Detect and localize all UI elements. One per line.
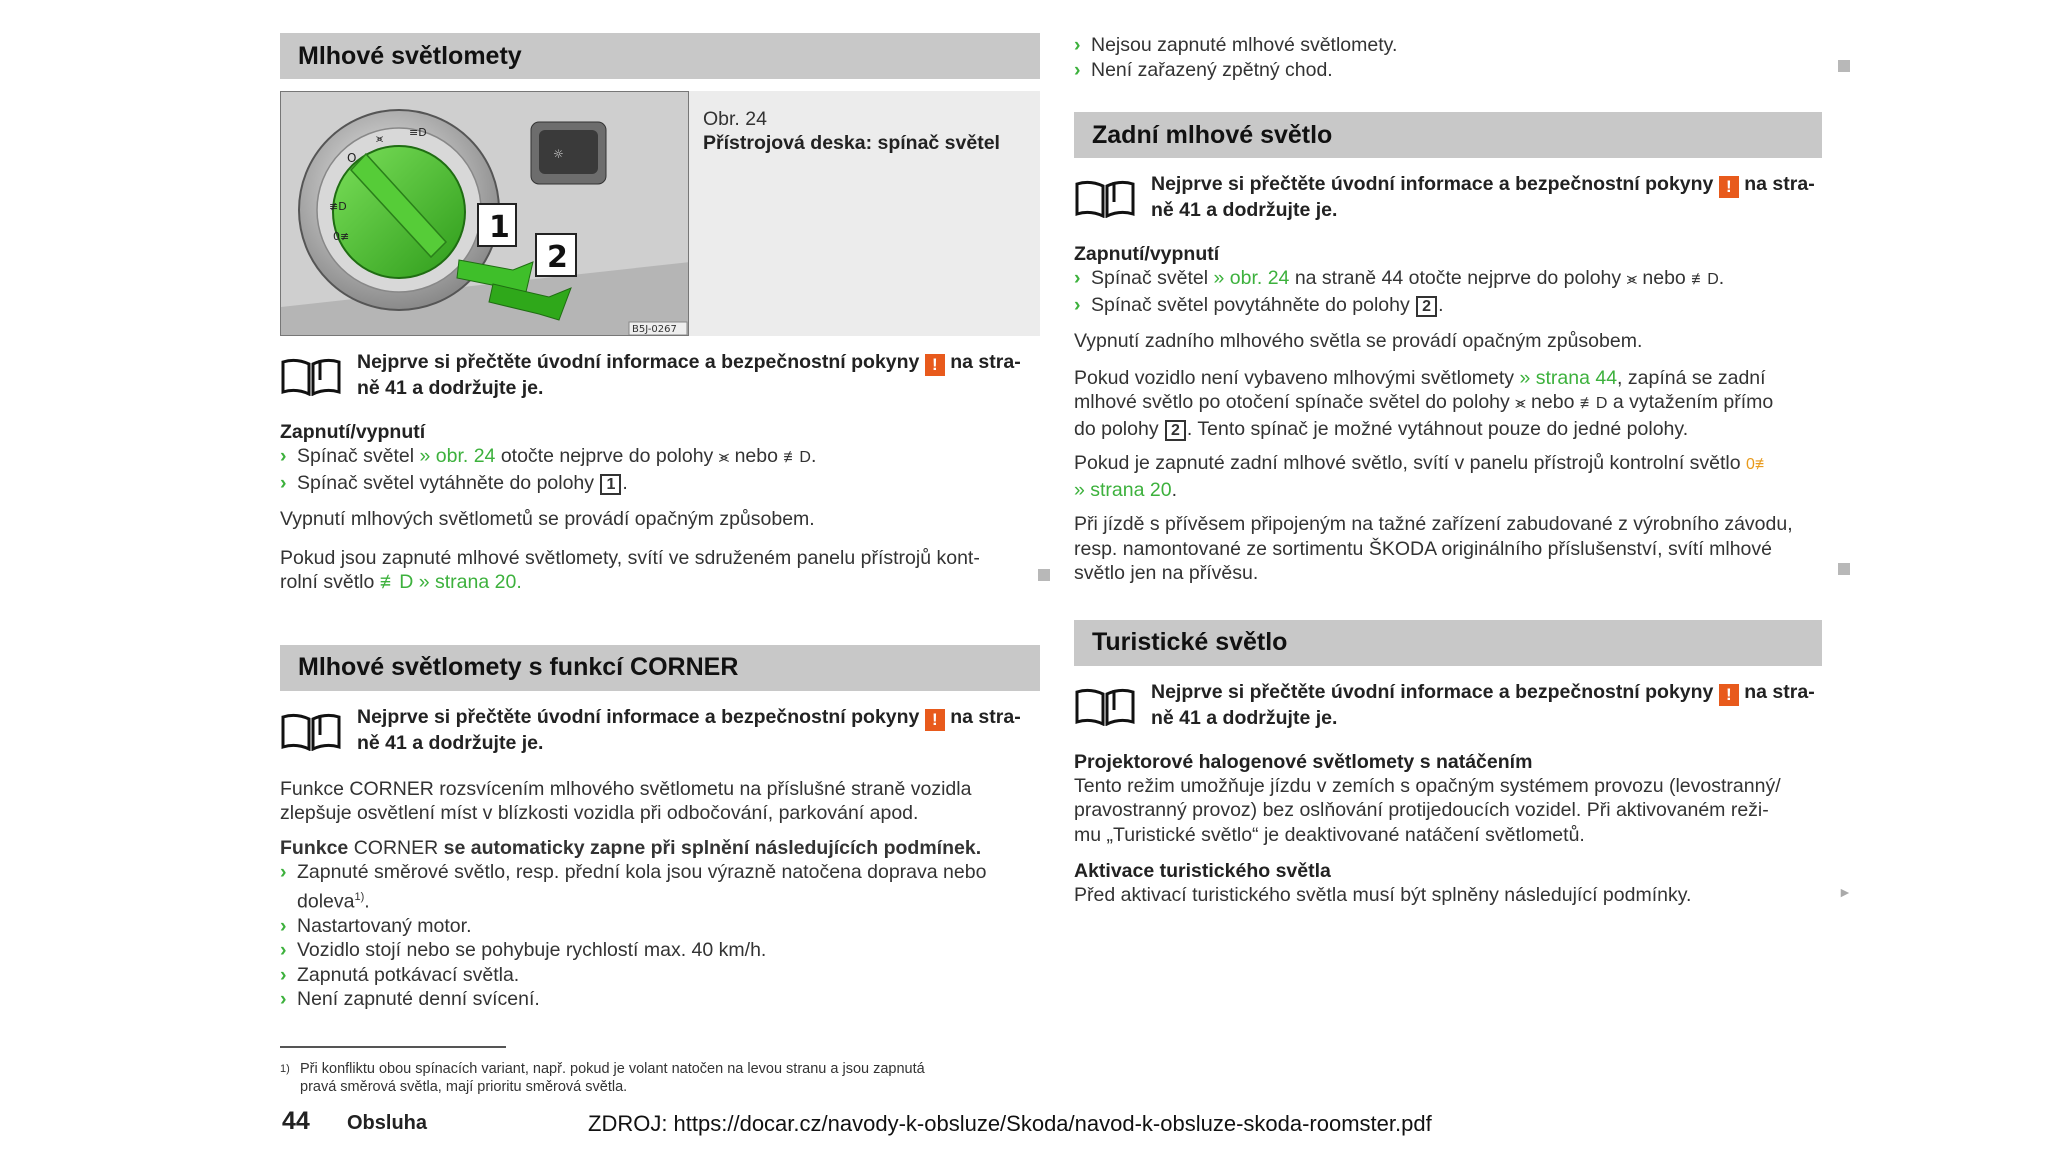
list-item — [280, 914, 1040, 939]
fog-light-symbol-icon: ⪤ — [1626, 271, 1637, 288]
text: Nejsou zapnuté mlhové světlomety. — [1091, 34, 1398, 56]
text: nebo — [734, 445, 778, 467]
text: pravá směrová světla, mají prioritu směrová světla. — [300, 1079, 628, 1095]
warning-icon: ! — [1719, 176, 1739, 198]
svg-text:⪤: ⪤ — [376, 132, 384, 145]
text: Zapnutá potkávací světla. — [297, 963, 520, 986]
link-figure-24[interactable]: » obr. 24 — [419, 445, 496, 467]
text: . — [1718, 267, 1725, 289]
text: Není zapnuté denní svícení. — [297, 988, 540, 1010]
safety-note — [280, 350, 1040, 400]
svg-text:0≢: 0≢ — [333, 230, 350, 243]
safety-note — [1074, 680, 1822, 730]
note-text-line2: ně 41 a dodržujte je. — [1151, 199, 1338, 221]
safety-note — [1074, 172, 1822, 222]
figure-title: Přístrojová deska: spínač světel — [703, 132, 1000, 154]
note-text-cont: na stra- — [950, 351, 1021, 373]
footnote — [280, 1060, 1040, 1097]
footnote-divider — [280, 1046, 506, 1048]
book-icon — [1074, 178, 1136, 218]
text: Pokud vozidlo není vybaveno mlhovými světlomety — [1074, 366, 1515, 389]
text: a vytažením přímo — [1612, 391, 1774, 413]
chevron-icon: › — [1074, 58, 1081, 81]
svg-text:≢D: ≢D — [329, 200, 347, 213]
section-end-marker — [1838, 60, 1850, 72]
footnote-mark: 1) — [280, 1062, 290, 1075]
text: rolní světlo — [280, 571, 375, 593]
text: nebo — [1531, 391, 1575, 413]
low-beam-fog-symbol-icon: ≢D — [1691, 271, 1719, 288]
link-page-44[interactable]: » strana 44 — [1519, 366, 1618, 389]
left-column — [280, 33, 1040, 1097]
text: . — [516, 571, 522, 593]
fig-label-1: 1 — [489, 210, 510, 245]
note-text-cont: na stra- — [1744, 173, 1815, 195]
text: Funkce CORNER rozsvícením mlhového světlometu na příslušné straně vozidla — [280, 777, 972, 800]
text: Při jízdě s přívěsem připojeným na tažné zařízení zabudované z výrobního závodu, — [1074, 513, 1793, 535]
list-item — [280, 471, 1040, 496]
paragraph: Vypnutí zadního mlhového světla se provádí opačným způsobem. — [1074, 330, 1643, 352]
chevron-icon: › — [1074, 267, 1081, 289]
text: světlo jen na přívěsu. — [1074, 562, 1259, 584]
light-switch-drawing — [281, 92, 689, 336]
note-text-line2: ně 41 a dodržujte je. — [1151, 706, 1338, 729]
section-heading-fog-lights: Mlhové světlomety — [280, 33, 1040, 79]
text: . — [1438, 293, 1444, 316]
list-item — [280, 860, 1040, 914]
chevron-icon: › — [280, 914, 287, 937]
chevron-icon: › — [280, 939, 287, 961]
text: Pokud jsou zapnuté mlhové světlomety, svítí ve sdruženém panelu přístrojů kont- — [280, 546, 980, 569]
safety-note — [280, 705, 1040, 755]
section-end-marker — [1038, 569, 1050, 581]
chevron-icon: › — [280, 861, 287, 883]
subheading: Zapnutí/vypnutí — [280, 421, 426, 443]
text: . — [622, 471, 628, 494]
text: otočte nejprve do polohy — [500, 445, 714, 467]
book-icon — [280, 711, 342, 751]
text: nebo — [1642, 267, 1686, 289]
text: Nastartovaný motor. — [297, 914, 472, 937]
chevron-icon: › — [280, 963, 287, 986]
list-item — [1074, 293, 1822, 318]
text: mu „Turistické světlo“ je deaktivované natáčení světlometů. — [1074, 823, 1585, 846]
text: Pokud je zapnuté zadní mlhové světlo, svítí v panelu přístrojů kontrolní světlo — [1074, 452, 1741, 474]
text: pravostranný provoz) bez oslňování protijedoucích vozidel. Při aktivovaném reži- — [1074, 799, 1769, 821]
list-item — [1074, 58, 1822, 83]
text: . — [364, 890, 370, 912]
fog-light-symbol-icon: ⪤ — [718, 449, 730, 466]
text: se automaticky zapne při splnění následujících podmínek. — [443, 836, 982, 859]
svg-text:☼: ☼ — [553, 147, 564, 161]
rear-fog-indicator-icon: 0≢ — [1746, 456, 1771, 473]
figure-24 — [280, 91, 1040, 336]
position-box: 2 — [1416, 296, 1437, 317]
text: Spínač světel — [1091, 267, 1209, 289]
text: Není zařazený zpětný chod. — [1091, 58, 1333, 81]
page-number: 44 — [282, 1107, 310, 1135]
paragraph — [280, 777, 1040, 826]
chevron-icon: › — [1074, 293, 1081, 316]
warning-icon: ! — [1719, 684, 1739, 706]
text: na straně 44 otočte nejprve do polohy — [1294, 267, 1622, 289]
text: mlhové světlo po otočení spínače světel do polohy — [1074, 391, 1510, 413]
text: , zapíná se zadní — [1617, 366, 1766, 389]
position-box: 2 — [1165, 420, 1186, 441]
link-figure-24[interactable]: » obr. 24 — [1213, 267, 1290, 289]
note-text-cont: na stra- — [950, 705, 1021, 728]
list-item — [280, 963, 1040, 988]
svg-text:O: O — [347, 151, 357, 165]
text: zlepšuje osvětlení míst v blízkosti vozidla při odbočování, parkování apod. — [280, 802, 919, 824]
text: CORNER — [353, 836, 439, 859]
light-switch-illustration — [280, 91, 689, 336]
book-icon — [280, 356, 342, 396]
note-text: Nejprve si přečtěte úvodní informace a bezpečnostní pokyny — [357, 351, 920, 373]
warning-icon: ! — [925, 354, 945, 376]
link-page-20[interactable]: » strana 20 — [1074, 478, 1172, 501]
list-item — [280, 987, 1040, 1012]
paragraph — [280, 546, 1040, 595]
list-item — [280, 444, 1040, 471]
list-item — [1074, 33, 1822, 58]
paragraph: Před aktivací turistického světla musí být splněny následující podmínky. — [1074, 884, 1692, 906]
note-text: Nejprve si přečtěte úvodní informace a bezpečnostní pokyny — [1151, 173, 1714, 195]
note-text-line2: ně 41 a dodržujte je. — [357, 377, 544, 399]
text: Spínač světel povytáhněte do polohy — [1091, 293, 1410, 316]
fog-indicator-icon: ≢D — [379, 571, 414, 593]
section-heading-corner: Mlhové světlomety s funkcí CORNER — [280, 645, 1040, 691]
source-credit: ZDROJ: https://docar.cz/navody-k-obsluze/Skoda/navod-k-obsluze-skoda-roomster.pdf — [588, 1111, 1432, 1136]
note-text: Nejprve si přečtěte úvodní informace a bezpečnostní pokyny — [357, 705, 920, 728]
fig-label-2: 2 — [547, 240, 568, 275]
conditions-heading — [280, 836, 1040, 861]
section-heading-tourist-light: Turistické světlo — [1074, 620, 1822, 666]
paragraph — [1074, 774, 1822, 848]
low-beam-fog-symbol-icon: ≢D — [783, 449, 811, 466]
fig-code: B5J-0267 — [632, 324, 677, 335]
note-text: Nejprve si přečtěte úvodní informace a bezpečnostní pokyny — [1151, 680, 1714, 703]
note-text-cont: na stra- — [1744, 680, 1815, 703]
text: do polohy — [1074, 417, 1159, 440]
low-beam-fog-symbol-icon: ≢D — [1579, 395, 1608, 412]
text: . — [1171, 478, 1177, 501]
warning-icon: ! — [925, 709, 945, 731]
paragraph — [1074, 451, 1822, 502]
list-item — [1074, 266, 1822, 293]
chevron-icon: › — [280, 988, 287, 1010]
text: Spínač světel vytáhněte do polohy — [297, 471, 595, 494]
book-icon — [1074, 686, 1136, 726]
text: Spínač světel — [297, 445, 415, 467]
list-item — [280, 938, 1040, 963]
section-heading-rear-fog: Zadní mlhové světlo — [1074, 112, 1822, 158]
text: doleva — [297, 890, 355, 912]
figure-caption — [689, 91, 1040, 336]
right-column — [1074, 33, 1822, 908]
section-end-marker — [1838, 563, 1850, 575]
paragraph — [1074, 512, 1822, 586]
fog-light-symbol-icon: ⪤ — [1515, 395, 1526, 412]
text: . — [810, 445, 817, 467]
text: Při konfliktu obou spínacích variant, např. pokud je volant natočen na levou stranu a jsou zapnutá — [300, 1060, 925, 1077]
text: Funkce — [280, 836, 349, 859]
subheading: Projektorové halogenové světlomety s natáčením — [1074, 750, 1533, 773]
figure-number: Obr. 24 — [703, 108, 767, 130]
paragraph — [1074, 366, 1822, 442]
text: resp. namontované ze sortimentu ŠKODA originálního příslušenství, svítí mlhové — [1074, 537, 1773, 560]
chevron-icon: › — [280, 445, 287, 467]
paragraph: Vypnutí mlhových světlometů se provádí opačným způsobem. — [280, 508, 815, 530]
chapter-title: Obsluha — [347, 1112, 428, 1134]
chevron-icon: › — [280, 471, 287, 494]
footnote-ref[interactable]: 1) — [354, 890, 365, 903]
text: Tento režim umožňuje jízdu v zemích s opačným systémem provozu (levostranný/ — [1074, 774, 1781, 797]
text: Zapnuté směrové světlo, resp. přední kola jsou výrazně natočena doprava nebo — [297, 861, 987, 883]
subheading: Aktivace turistického světla — [1074, 860, 1331, 882]
continue-arrow-icon: ► — [1838, 884, 1852, 900]
svg-text:≡D: ≡D — [409, 126, 427, 139]
position-box: 1 — [600, 474, 621, 495]
link-page-20[interactable]: » strana 20 — [418, 571, 517, 593]
text: . Tento spínač je možné vytáhnout pouze do jedné polohy. — [1186, 417, 1689, 440]
subheading: Zapnutí/vypnutí — [1074, 243, 1220, 265]
chevron-icon: › — [1074, 34, 1081, 56]
text: Vozidlo stojí nebo se pohybuje rychlostí max. 40 km/h. — [297, 939, 767, 961]
note-text-line2: ně 41 a dodržujte je. — [357, 731, 544, 754]
